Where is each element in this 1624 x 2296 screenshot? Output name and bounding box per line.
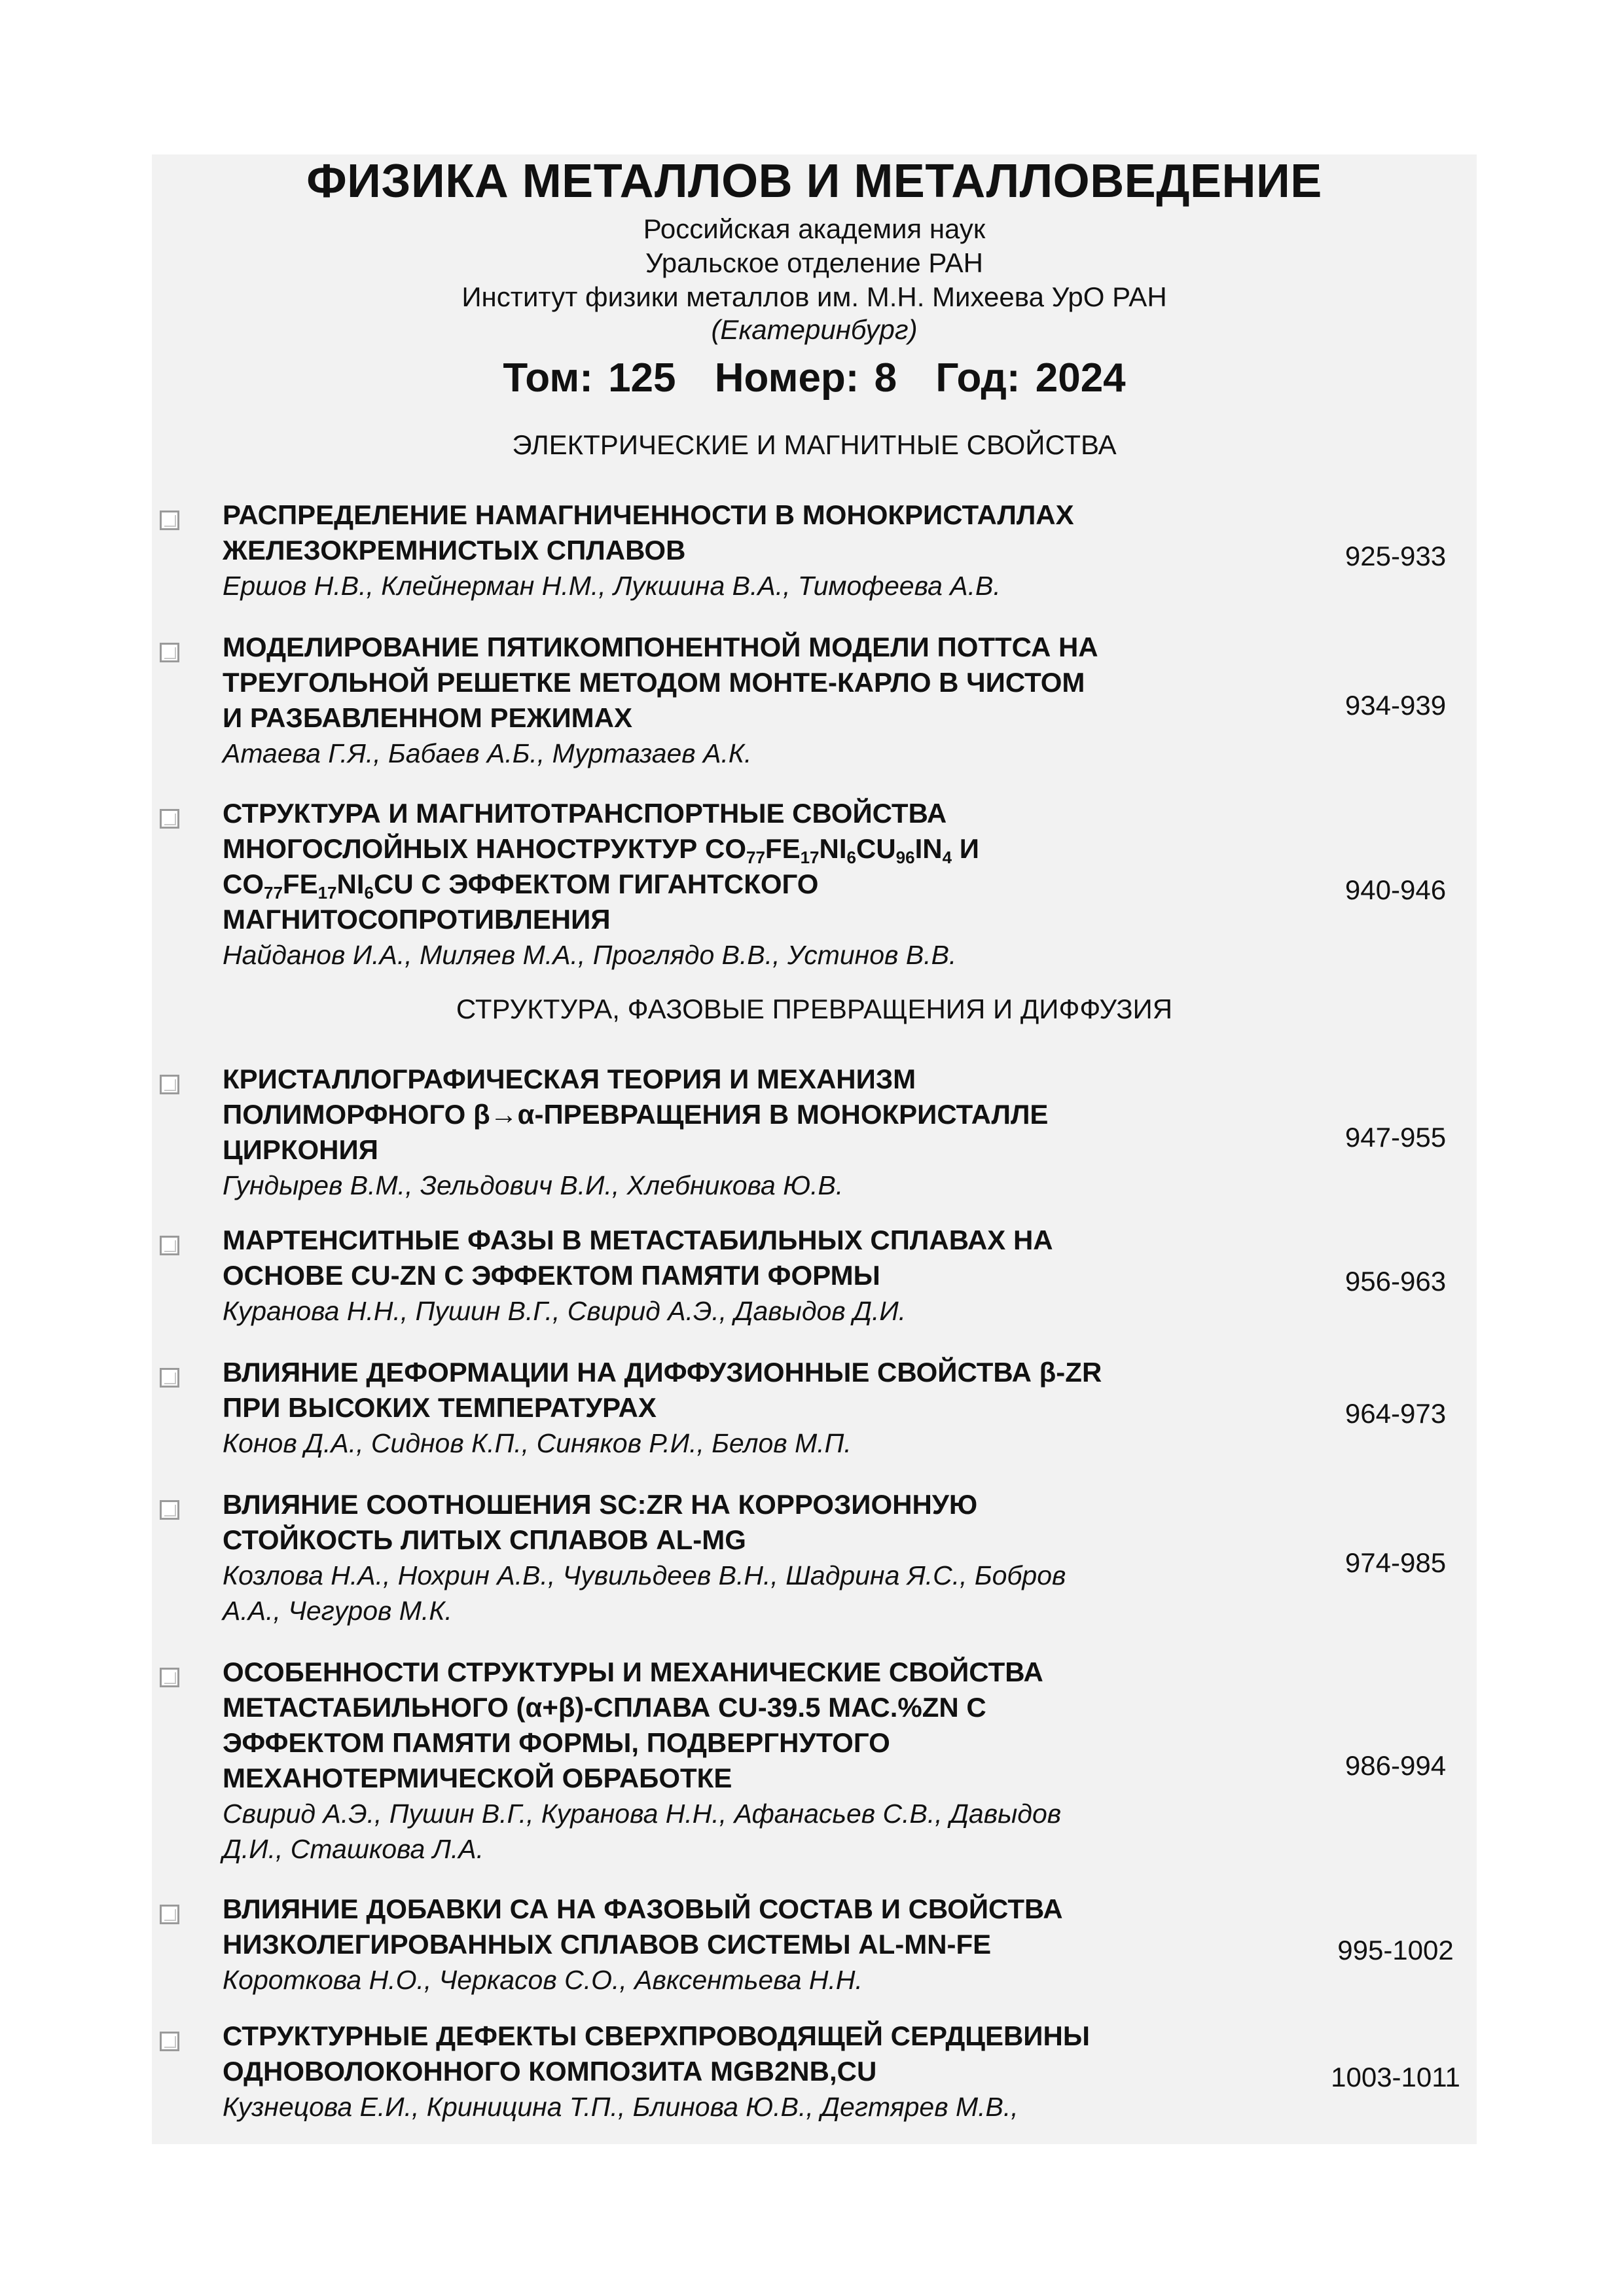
article-pages: 947-955 [1344,1122,1447,1153]
article-authors: Куранова Н.Н., Пушин В.Г., Свирид А.Э., Давыдов Д.И. [223,1296,907,1326]
article-title[interactable]: ВЛИЯНИЕ ДОБАВКИ СА НА ФАЗОВЫЙ СОСТАВ И СВОЙСТВА НИЗКОЛЕГИРОВАННЫХ СПЛАВОВ СИСТЕМЫ AL-MN-FE [223,1893,1063,1960]
issue-info [152,355,1477,401]
section-heading: ЭЛЕКТРИЧЕСКИЕ И МАГНИТНЫЕ СВОЙСТВА [512,429,1117,460]
year: Год: 2024 [935,355,1126,401]
select-checkbox[interactable] [160,1075,179,1094]
article-title[interactable]: КРИСТАЛЛОГРАФИЧЕСКАЯ ТЕОРИЯ И МЕХАНИЗМ ПОЛИМОРФНОГО β→α-ПРЕВРАЩЕНИЯ В МОНОКРИСТАЛЛЕ ЦИРКОНИЯ [223,1064,1049,1165]
volume: Том: 125 [503,355,676,401]
journal-title: ФИЗИКА МЕТАЛЛОВ И МЕТАЛЛОВЕДЕНИЕ [306,155,1322,207]
article-title[interactable]: СТРУКТУРНЫЕ ДЕФЕКТЫ СВЕРХПРОВОДЯЩЕЙ СЕРДЦЕВИНЫ ОДНОВОЛОКОННОГО КОМПОЗИТА MGB2NB,CU [223,2020,1090,2087]
article-title[interactable]: СТРУКТУРА И МАГНИТОТРАНСПОРТНЫЕ СВОЙСТВА МНОГОСЛОЙНЫХ НАНОСТРУКТУР $CO_{77}FE_{17}NI_6CU_{96}IN_4$ И $CO_{77}FE_{17}NI_6CU$ С ЭФФЕКТОМ ГИГАНТСКОГО МАГНИТОСОПРОТИВЛЕНИЯ [223,796,1388,937]
select-checkbox[interactable] [160,2032,179,2051]
article-pages: 974-985 [1344,1547,1447,1578]
article-authors: Атаева Г.Я., Бабаев А.Б., Муртазаев А.К. [223,738,752,768]
article-pages: 956-963 [1344,1266,1447,1297]
article-pages: 964-973 [1344,1398,1447,1429]
article-title[interactable]: ВЛИЯНИЕ СООТНОШЕНИЯ SC:ZR НА КОРРОЗИОННУЮ СТОЙКОСТЬ ЛИТЫХ СПЛАВОВ AL-MG [223,1489,978,1555]
article-pages: 934-939 [1344,690,1447,721]
article-authors: Найданов И.А., Миляев М.А., Проглядо В.В., Устинов В.В. [223,940,957,970]
publisher-line-1: Российская академия наук [643,213,986,244]
article-authors: Свирид А.Э., Пушин В.Г., Куранова Н.Н., Афанасьев С.В., Давыдов Д.И., Сташкова Л.А. [223,1799,1062,1864]
article-pages: 925-933 [1344,541,1447,571]
article-authors: Гундырев В.М., Зельдович В.И., Хлебникова Ю.В. [223,1170,844,1200]
article-title[interactable]: МАРТЕНСИТНЫЕ ФАЗЫ В МЕТАСТАБИЛЬНЫХ СПЛАВАХ НА ОСНОВЕ CU-ZN С ЭФФЕКТОМ ПАМЯТИ ФОРМЫ [223,1225,1053,1291]
article-authors: Короткова Н.О., Черкасов С.О., Авксентьева Н.Н. [223,1965,863,1995]
select-checkbox[interactable] [160,1236,179,1255]
select-checkbox[interactable] [160,1668,179,1687]
article-title[interactable]: МОДЕЛИРОВАНИЕ ПЯТИКОМПОНЕНТНОЙ МОДЕЛИ ПОТТСА НА ТРЕУГОЛЬНОЙ РЕШЕТКЕ МЕТОДОМ МОНТЕ-КАРЛО В ЧИСТОМ И РАЗБАВЛЕННОМ РЕЖИМАХ [223,632,1098,733]
select-checkbox[interactable] [160,809,179,829]
article-pages: 1003-1011 [1331,2062,1460,2092]
article-authors: Кузнецова Е.И., Криницина Т.П., Блинова Ю.В., Дегтярев М.В., [223,2092,1019,2122]
select-checkbox[interactable] [160,511,179,530]
select-checkbox[interactable] [160,1500,179,1520]
article-title[interactable]: ОСОБЕННОСТИ СТРУКТУРЫ И МЕХАНИЧЕСКИЕ СВОЙСТВА МЕТАСТАБИЛЬНОГО (α+β)-СПЛАВА CU-39.5 МАС.%ZN С ЭФФЕКТОМ ПАМЯТИ ФОРМЫ, ПОДВЕРГНУТОГО МЕХАНОТЕРМИЧЕСКОЙ ОБРАБОТКЕ [223,1657,1043,1793]
article-title[interactable]: ВЛИЯНИЕ ДЕФОРМАЦИИ НА ДИФФУЗИОННЫЕ СВОЙСТВА β-ZR ПРИ ВЫСОКИХ ТЕМПЕРАТУРАХ [223,1357,1102,1423]
article-pages: 940-946 [1344,874,1447,905]
publisher-line-3: Институт физики металлов им. М.Н. Михеева УрО РАН [461,281,1167,312]
article-authors: Козлова Н.А., Нохрин А.В., Чувильдеев В.Н., Шадрина Я.С., Бобров А.А., Чегуров М.К. [223,1560,1066,1626]
select-checkbox[interactable] [160,643,179,662]
issue-number: Номер: 8 [714,355,897,401]
publisher-city: (Екатеринбург) [711,314,918,345]
select-checkbox[interactable] [160,1905,179,1924]
article-authors: Ершов Н.В., Клейнерман Н.М., Лукшина В.А., Тимофеева А.В. [223,571,1001,601]
article-title[interactable]: РАСПРЕДЕЛЕНИЕ НАМАГНИЧЕННОСТИ В МОНОКРИСТАЛЛАХ ЖЕЛЕЗОКРЕМНИСТЫХ СПЛАВОВ [223,499,1074,565]
formula-line: МНОГОСЛОЙНЫХ НАНОСТРУКТУР $CO_{77}FE_{17}NI_6CU_{96}IN_4$ И [223,833,979,867]
publisher-line-2: Уральское отделение РАН [645,247,983,278]
article-pages: 995-1002 [1337,1935,1454,1965]
formula-line: $CO_{77}FE_{17}NI_6CU$ С ЭФФЕКТОМ ГИГАНТСКОГО [223,869,819,903]
section-heading: СТРУКТУРА, ФАЗОВЫЕ ПРЕВРАЩЕНИЯ И ДИФФУЗИЯ [456,994,1173,1024]
article-authors: Конов Д.А., Сиднов К.П., Синяков Р.И., Белов М.П. [223,1428,852,1458]
select-checkbox[interactable] [160,1368,179,1388]
article-pages: 986-994 [1344,1750,1447,1781]
